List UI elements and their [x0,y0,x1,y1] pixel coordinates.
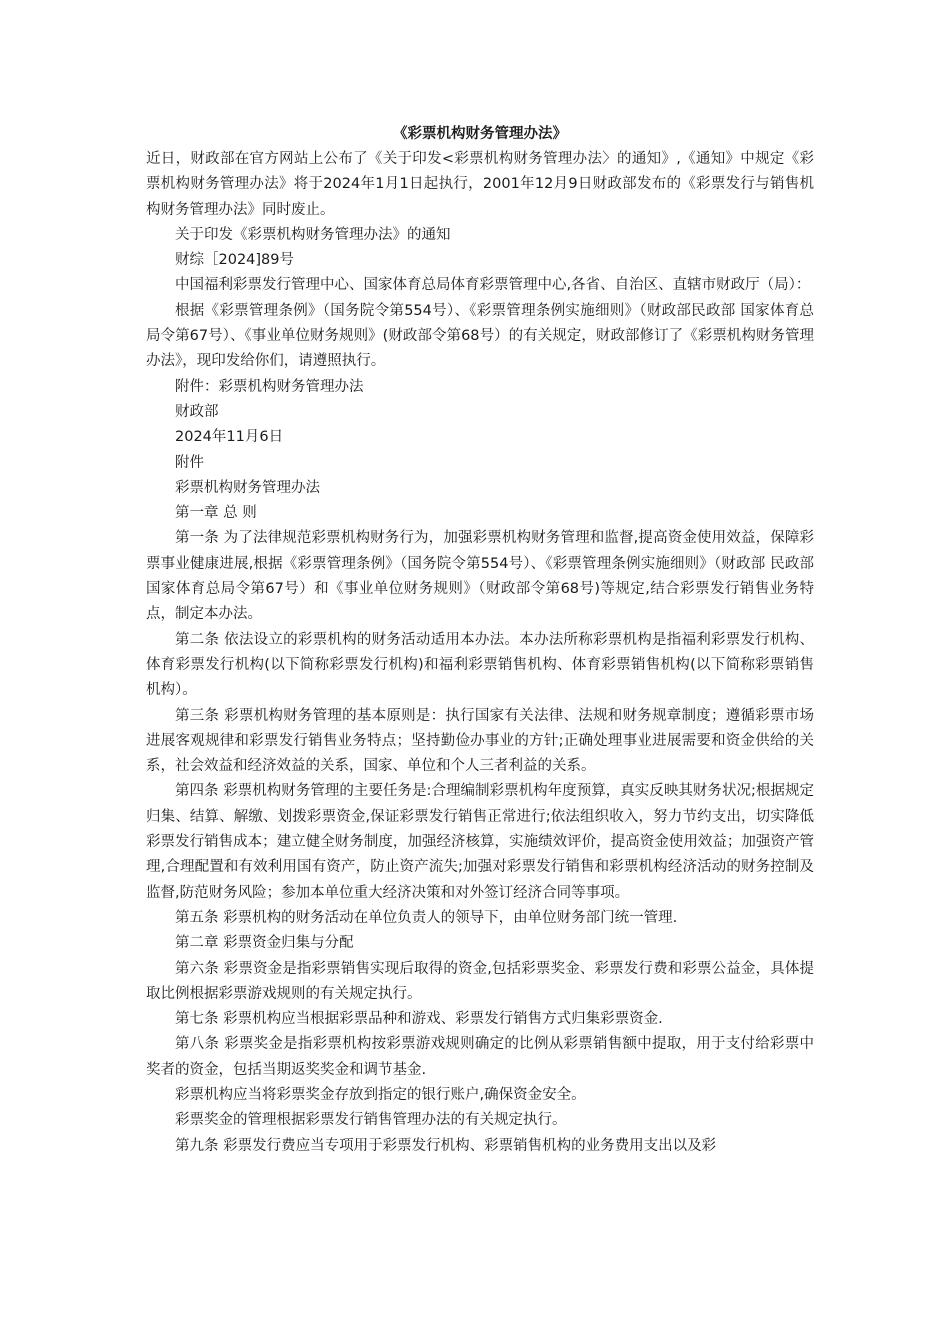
paragraph: 第三条 彩票机构财务管理的基本原则是：执行国家有关法律、法规和财务规章制度；遵循彩票市场进展客观规律和彩票发行销售业务特点；坚持勤俭办事业的方针;正确处理事业进展需要和资金供给的关系，社会效益和经济效益的关系，国家、单位和个人三者利益的关系。 [146,707,814,775]
paragraph: 近日，财政部在官方网站上公布了《关于印发<彩票机构财务管理办法〉的通知》,《通知》中规定《彩票机构财务管理办法》将于2024年1月1日起执行，2001年12月9日财政部发布的《彩票发行与销售机构财务管理办法》同时废止。 [146,151,814,218]
paragraph: 第八条 彩票奖金是指彩票机构按彩票游戏规则确定的比例从彩票销售额中提取，用于支付给彩票中奖者的资金，包括当期返奖奖金和调节基金. [146,1036,814,1078]
paragraph: 第一条 为了法律规范彩票机构财务行为，加强彩票机构财务管理和监督,提高资金使用效益，保障彩票事业健康进展,根据《彩票管理条例》（国务院令第554号）、《彩票管理条例实施细则》（财政部 民政部 国家体育总局令第67号）和《事业单位财务规则》（财政部令第68号)等规定,结合彩票发行销售业务特点，制定本办法。 [146,530,814,623]
paragraph: 第六条 彩票资金是指彩票销售实现后取得的资金,包括彩票奖金、彩票发行费和彩票公益金，具体提取比例根据彩票游戏规则的有关规定执行。 [146,960,814,1002]
paragraph: 第二章 彩票资金归集与分配 [175,935,354,952]
document-body [146,147,814,1159]
paragraph: 财综［2024]89号 [175,252,295,269]
paragraph: 彩票机构财务管理办法 [175,479,320,496]
paragraph: 财政部 [175,403,219,420]
paragraph: 附件：彩票机构财务管理办法 [175,378,364,395]
paragraph: 第二条 依法设立的彩票机构的财务活动适用本办法。本办法所称彩票机构是指福利彩票发行机构、体育彩票发行机构(以下简称彩票发行机构)和福利彩票销售机构、体育彩票销售机构(以下简称彩票销售机构）。 [146,631,814,699]
document-title: 《彩票机构财务管理办法》 [393,126,567,142]
paragraph: 关于印发《彩票机构财务管理办法》的通知 [175,226,451,243]
paragraph: 根据《彩票管理条例》（国务院令第554号）、《彩票管理条例实施细则》（财政部民政部 国家体育总局令第67号）、《事业单位财务规则》(财政部令第68号）的有关规定，财政部修订了《彩票机构财务管理办法》，现印发给你们，请遵照执行。 [146,302,814,370]
paragraph: 中国福利彩票发行管理中心、国家体育总局体育彩票管理中心,各省、自治区、直辖市财政厅（局）： [175,277,811,294]
paragraph: 第七条 彩票机构应当根据彩票品种和游戏、彩票发行销售方式归集彩票资金. [175,1011,663,1028]
paragraph: 彩票机构应当将彩票奖金存放到指定的银行账户,确保资金安全。 [175,1086,586,1103]
document-page [146,121,814,1159]
paragraph: 第四条 彩票机构财务管理的主要任务是:合理编制彩票机构年度预算，真实反映其财务状况;根据规定归集、结算、解缴、划拨彩票资金,保证彩票发行销售正常进行;依法组织收入，努力节约支出，切实降低彩票发行销售成本；建立健全财务制度，加强经济核算，实施绩效评价，提高资金使用效益；加强资产管理,合理配置和有效利用国有资产，防止资产流失;加强对彩票发行销售和彩票机构经济活动的财务控制及监督,防范财务风险；参加本单位重大经济决策和对外签订经济合同等事项。 [146,783,814,901]
paragraph: 附件 [175,454,204,471]
paragraph: 2024年11月6日 [175,429,284,446]
paragraph: 第五条 彩票机构的财务活动在单位负责人的领导下，由单位财务部门统一管理. [175,909,678,926]
paragraph: 第九条 彩票发行费应当专项用于彩票发行机构、彩票销售机构的业务费用支出以及彩 [175,1137,717,1154]
paragraph: 第一章 总 则 [175,505,257,522]
paragraph: 彩票奖金的管理根据彩票发行销售管理办法的有关规定执行。 [175,1112,567,1129]
